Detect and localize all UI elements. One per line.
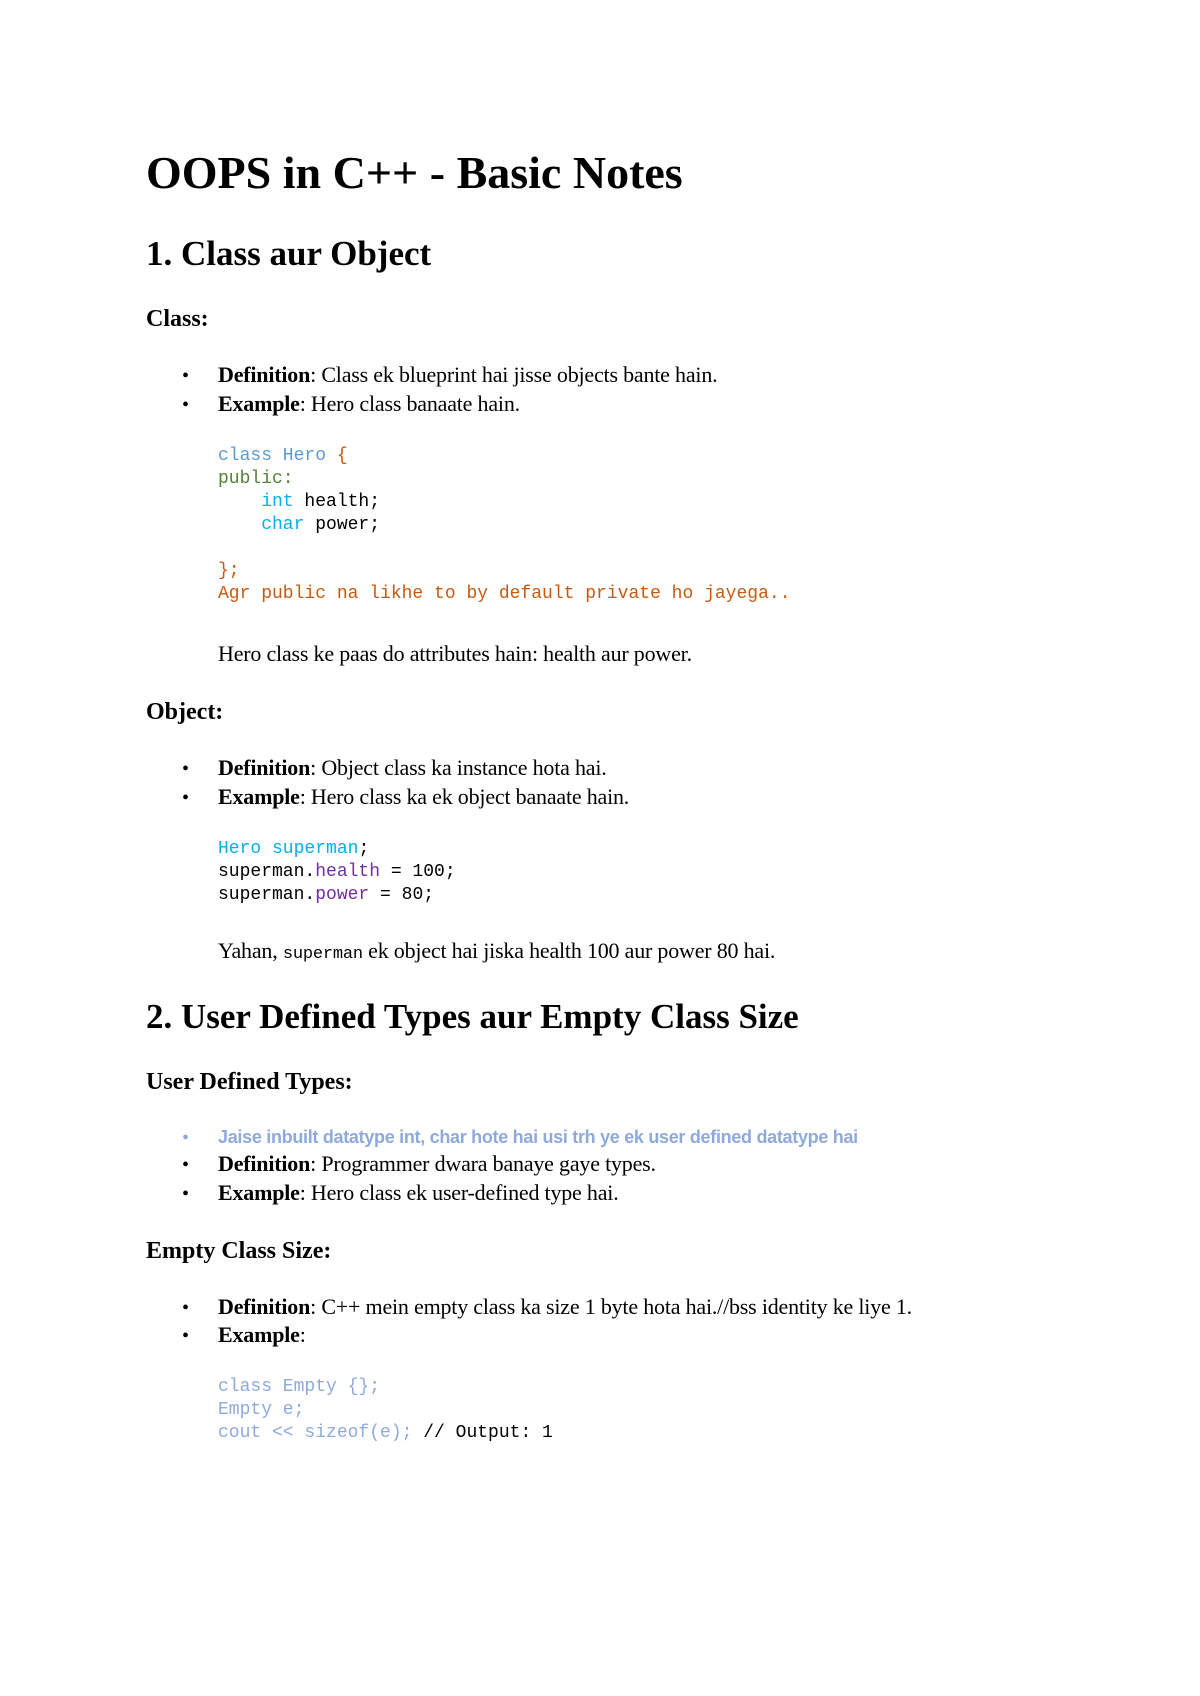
code-block-hero-class: class Hero { public: int health; char power; }; Agr public na likhe to by default private ho jayega.. — [218, 446, 791, 604]
bullet-icon: • — [182, 758, 189, 780]
subheading-empty-class-size: Empty Class Size: — [146, 1238, 332, 1264]
section-heading-class-object: 1. Class aur Object — [146, 234, 432, 273]
bullet-icon: • — [182, 787, 189, 809]
subheading-class: Class: — [146, 306, 209, 332]
bullet-icon: • — [182, 1183, 189, 1205]
bullet-icon: • — [182, 394, 189, 416]
object-note: Yahan, superman ek object hai jiska health 100 aur power 80 hai. — [218, 938, 776, 964]
bullet-icon: • — [182, 365, 189, 387]
bullet-icon: • — [182, 1127, 189, 1149]
bullet-icon: • — [182, 1154, 189, 1176]
subheading-user-defined-types: User Defined Types: — [146, 1069, 353, 1095]
subheading-object: Object: — [146, 699, 224, 725]
bullet-icon: • — [182, 1297, 189, 1319]
code-block-empty-class: class Empty {}; Empty e; cout << sizeof(e); // Output: 1 — [218, 1377, 553, 1443]
code-block-superman: Hero superman; superman.health = 100; superman.power = 80; — [218, 839, 456, 905]
document-title: OOPS in C++ - Basic Notes — [146, 147, 683, 198]
section-heading-user-defined-types: 2. User Defined Types aur Empty Class Size — [146, 997, 799, 1036]
bullet-icon: • — [182, 1325, 189, 1347]
class-note: Hero class ke paas do attributes hain: health aur power. — [218, 641, 692, 666]
